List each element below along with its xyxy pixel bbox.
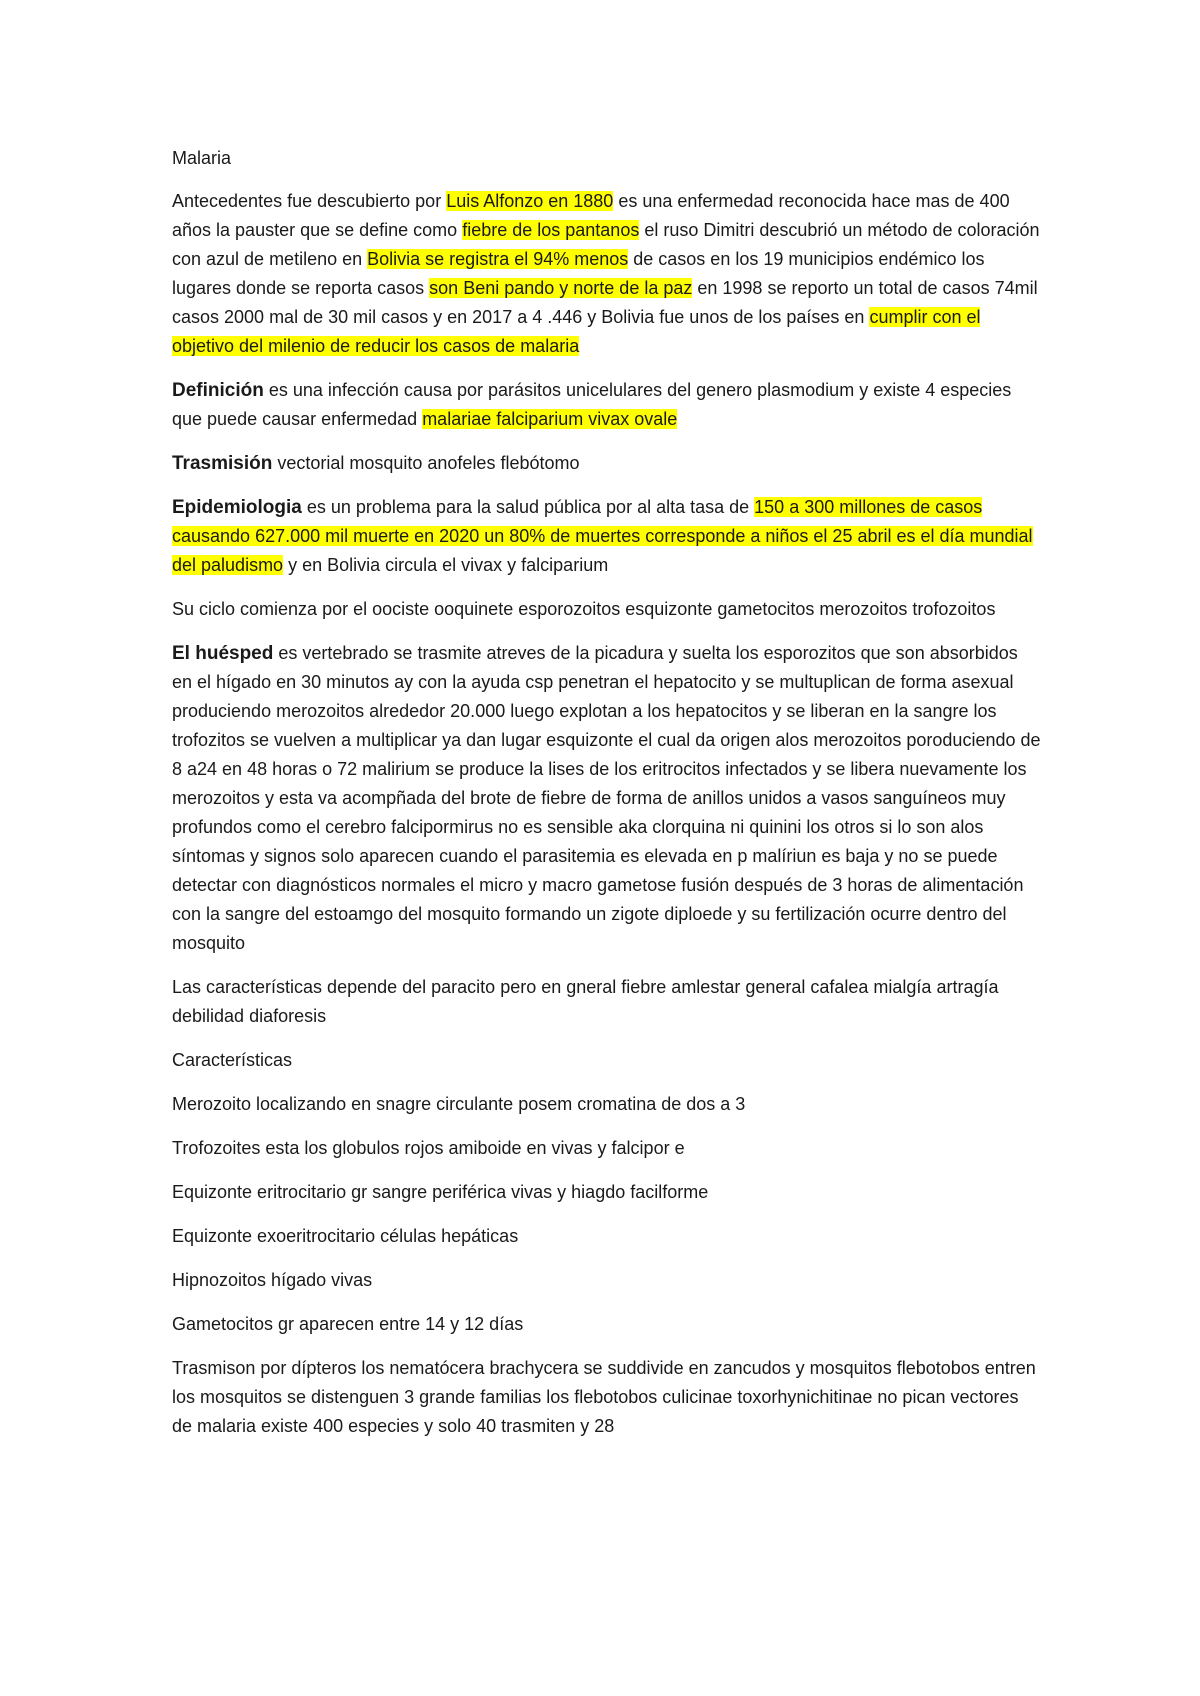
document-title: Malaria xyxy=(172,148,232,168)
highlight-regions: son Beni pando y norte de la paz xyxy=(429,278,693,298)
highlight-fiebre-pantanos: fiebre de los pantanos xyxy=(462,220,640,240)
huesped-text: es vertebrado se trasmite atreves de la picadura y suelta los esporozitos que son absorbidos en el hígado en 30 minutos ay con la ayuda csp penetran el hepatocito y se multuplican de forma asexual produciendo merozoitos alrededor 20.000 luego explotan a los hepatocitos y se liberan en la sangre los trofozitos se vuelven a multiplicar ya dan lugar esquizonte el cual da origen alos merozoitos poroduciendo de 8 a24 en 48 horas o 72 malirium se produce la lises de los eritrocitos infectados y se libera nuevamente los merozoitos y esta va acompñada del brote de fiebre de forma de anillos unidos a vasos sanguíneos muy profundos como el cerebro falcipormirus no es sensible aka clorquina ni quinini los otros si lo son alos síntomas y signos solo aparecen cuando el parasitemia es elevada en p malíriun es baja y no se puede detectar con diagnósticos normales el micro y macro gametose fusión después de 3 horas de alimentación con la sangre del estoamgo del mosquito formando un zigote diploede y su fertilización ocurre dentro del mosquito xyxy=(172,643,1041,953)
paragraph-las-caracteristicas: Las características depende del paracito pero en gneral fiebre amlestar general cafalea mialgía artragía debilidad diaforesis xyxy=(172,977,999,1026)
list-item: Equizonte eritrocitario gr sangre periférica vivas y hiagdo facilforme xyxy=(172,1182,709,1202)
paragraph-definicion xyxy=(172,376,1042,434)
antecedentes-text-5: en 1998 se reporto un total de casos 74mil casos 2000 mal de 30 mil casos y en 2017 a 4 .446 y Bolivia fue unos de los países en xyxy=(172,278,1038,327)
highlight-millennium-goal: cumplir con el objetivo del milenio de reducir los casos de malaria xyxy=(172,307,981,356)
document-body xyxy=(172,144,1042,1456)
trasmision-text: vectorial mosquito anofeles flebótomo xyxy=(272,453,580,473)
antecedentes-text-4: de casos en los 19 municipios endémico los lugares donde se reporta casos xyxy=(172,249,985,298)
antecedentes-text-3: el ruso Dimitri descubrió un método de coloración con azul de metileno en xyxy=(172,220,1040,269)
antecedentes-text-2: es una enfermedad reconocida hace mas de 400 años la pauster que se define como xyxy=(172,191,1010,240)
term-huesped: El huésped xyxy=(172,643,274,664)
epidemiologia-text-1: es un problema para la salud pública por al alta tasa de xyxy=(301,497,755,517)
term-definicion: Definición xyxy=(172,380,264,401)
list-item: Trofozoites esta los globulos rojos amiboide en vivas y falcipor e xyxy=(172,1138,685,1158)
paragraph-epidemiologia xyxy=(172,493,1042,580)
list-item: Hipnozoitos hígado vivas xyxy=(172,1270,373,1290)
highlight-discoverer: Luis Alfonzo en 1880 xyxy=(446,191,614,211)
epidemiologia-text-2: y en Bolivia circula el vivax y falciparium xyxy=(283,555,609,575)
term-trasmision: Trasmisión xyxy=(172,453,273,474)
paragraph-huesped xyxy=(172,639,1042,958)
highlight-statistics: 150 a 300 millones de casos causando 627.000 mil muerte en 2020 un 80% de muertes corresponde a niños el 25 abril es el día mundial del paludismo xyxy=(172,497,1033,575)
definicion-text-1: es una infección causa por parásitos unicelulares del genero plasmodium y existe 4 especies que puede causar enfermedad xyxy=(172,380,1012,429)
paragraph-ciclo: Su ciclo comienza por el oociste ooquinete esporozoitos esquizonte gametocitos merozoitos trofozoitos xyxy=(172,599,996,619)
highlight-species: malariae falciparium vivax ovale xyxy=(422,409,678,429)
list-item: Gametocitos gr aparecen entre 14 y 12 días xyxy=(172,1314,524,1334)
paragraph-trasmison: Trasmison por dípteros los nematócera brachycera se suddivide en zancudos y mosquitos flebotobos entren los mosquitos se distenguen 3 grande familias los flebotobos culicinae toxorhynichitinae no pican vectores de malaria existe 400 especies y solo 40 trasmiten y 28 xyxy=(172,1358,1036,1436)
list-item: Merozoito localizando en snagre circulante posem cromatina de dos a 3 xyxy=(172,1094,746,1114)
highlight-bolivia-percent: Bolivia se registra el 94% menos xyxy=(367,249,629,269)
list-item: Equizonte exoeritrocitario células hepáticas xyxy=(172,1226,519,1246)
paragraph-trasmision xyxy=(172,449,1042,478)
term-epidemiologia: Epidemiologia xyxy=(172,497,302,518)
antecedentes-text-1: Antecedentes fue descubierto por xyxy=(172,191,447,211)
paragraph-antecedentes xyxy=(172,187,1042,361)
heading-caracteristicas: Características xyxy=(172,1050,293,1070)
